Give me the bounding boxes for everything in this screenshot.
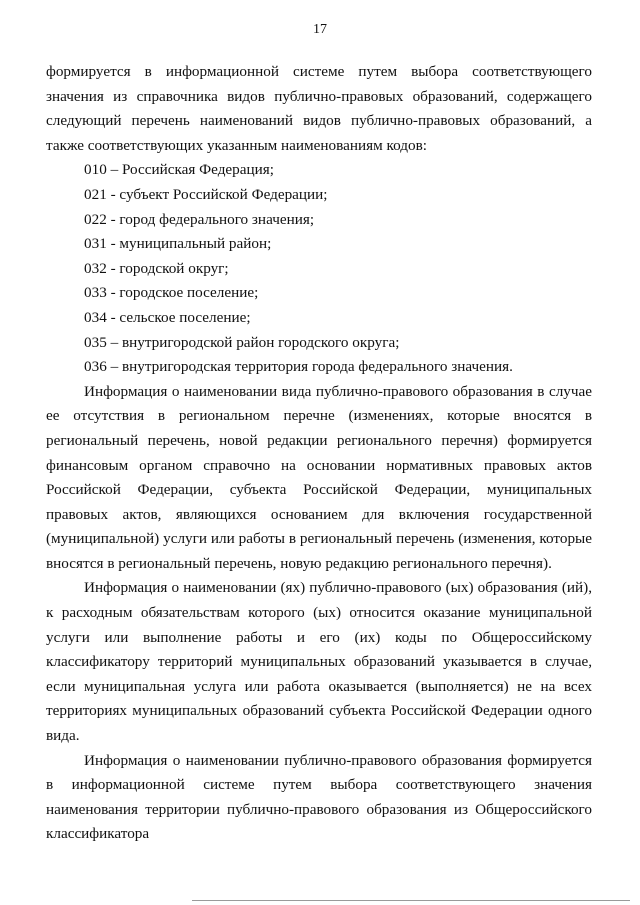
page-number: 17 xyxy=(313,22,327,37)
code-list xyxy=(46,158,592,379)
document-body xyxy=(46,60,592,847)
code-list-item: 022 - город федерального значения; xyxy=(84,210,315,228)
code-list-item: 033 - городское поселение; xyxy=(84,284,259,302)
code-list-item: 032 - городской округ; xyxy=(84,259,229,277)
code-list-item: 010 – Российская Федерация; xyxy=(84,161,274,179)
code-list-item: 036 – внутригородская территория города федерального значения. xyxy=(84,358,513,376)
code-list-item: 021 - субъект Российской Федерации; xyxy=(84,185,328,203)
body-paragraph: Информация о наименовании вида публично-правового образования в случае ее отсутствия в региональном перечне (изменениях, которые вносятся в региональный перечень, новой редакции регионального перечня) формируется финансовым органом справочно на основании нормативных правовых актов Российской Федерации, субъекта Российской Федерации, муниципальных правовых актов, являющихся основанием для включения государственной (муниципальной) услуги или работы в региональный перечень (изменения, которые вносятся в региональный перечень, новую редакцию регионального перечня). xyxy=(46,382,592,572)
code-list-item: 031 - муниципальный район; xyxy=(84,235,272,253)
scan-bottom-edge xyxy=(192,900,630,901)
body-paragraph: Информация о наименовании публично-правового образования формируется в информационной системе путем выбора соответствующего значения наименования территории публично-правового образования из Общероссийского классификатора xyxy=(46,751,592,843)
code-list-item: 034 - сельское поселение; xyxy=(84,308,251,326)
body-paragraph: Информация о наименовании (ях) публично-правового (ых) образования (ий), к расходным обязательствам которого (ых) относится оказание муниципальной услуги или выполнение работы и его (их) коды по Общероссийскому классификатору территорий муниципальных образований указывается в случае, если муниципальная услуга или работа оказывается (выполняется) не на всех территориях муниципальных образований субъекта Российской Федерации одного вида. xyxy=(46,579,592,745)
code-list-item: 035 – внутригородской район городского округа; xyxy=(84,333,400,351)
intro-paragraph: формируется в информационной системе путем выбора соответствующего значения из справочника видов публично-правовых образований, содержащего следующий перечень наименований видов публично-правовых образований, а также соответствующих указанным наименованиям кодов: xyxy=(46,63,592,154)
